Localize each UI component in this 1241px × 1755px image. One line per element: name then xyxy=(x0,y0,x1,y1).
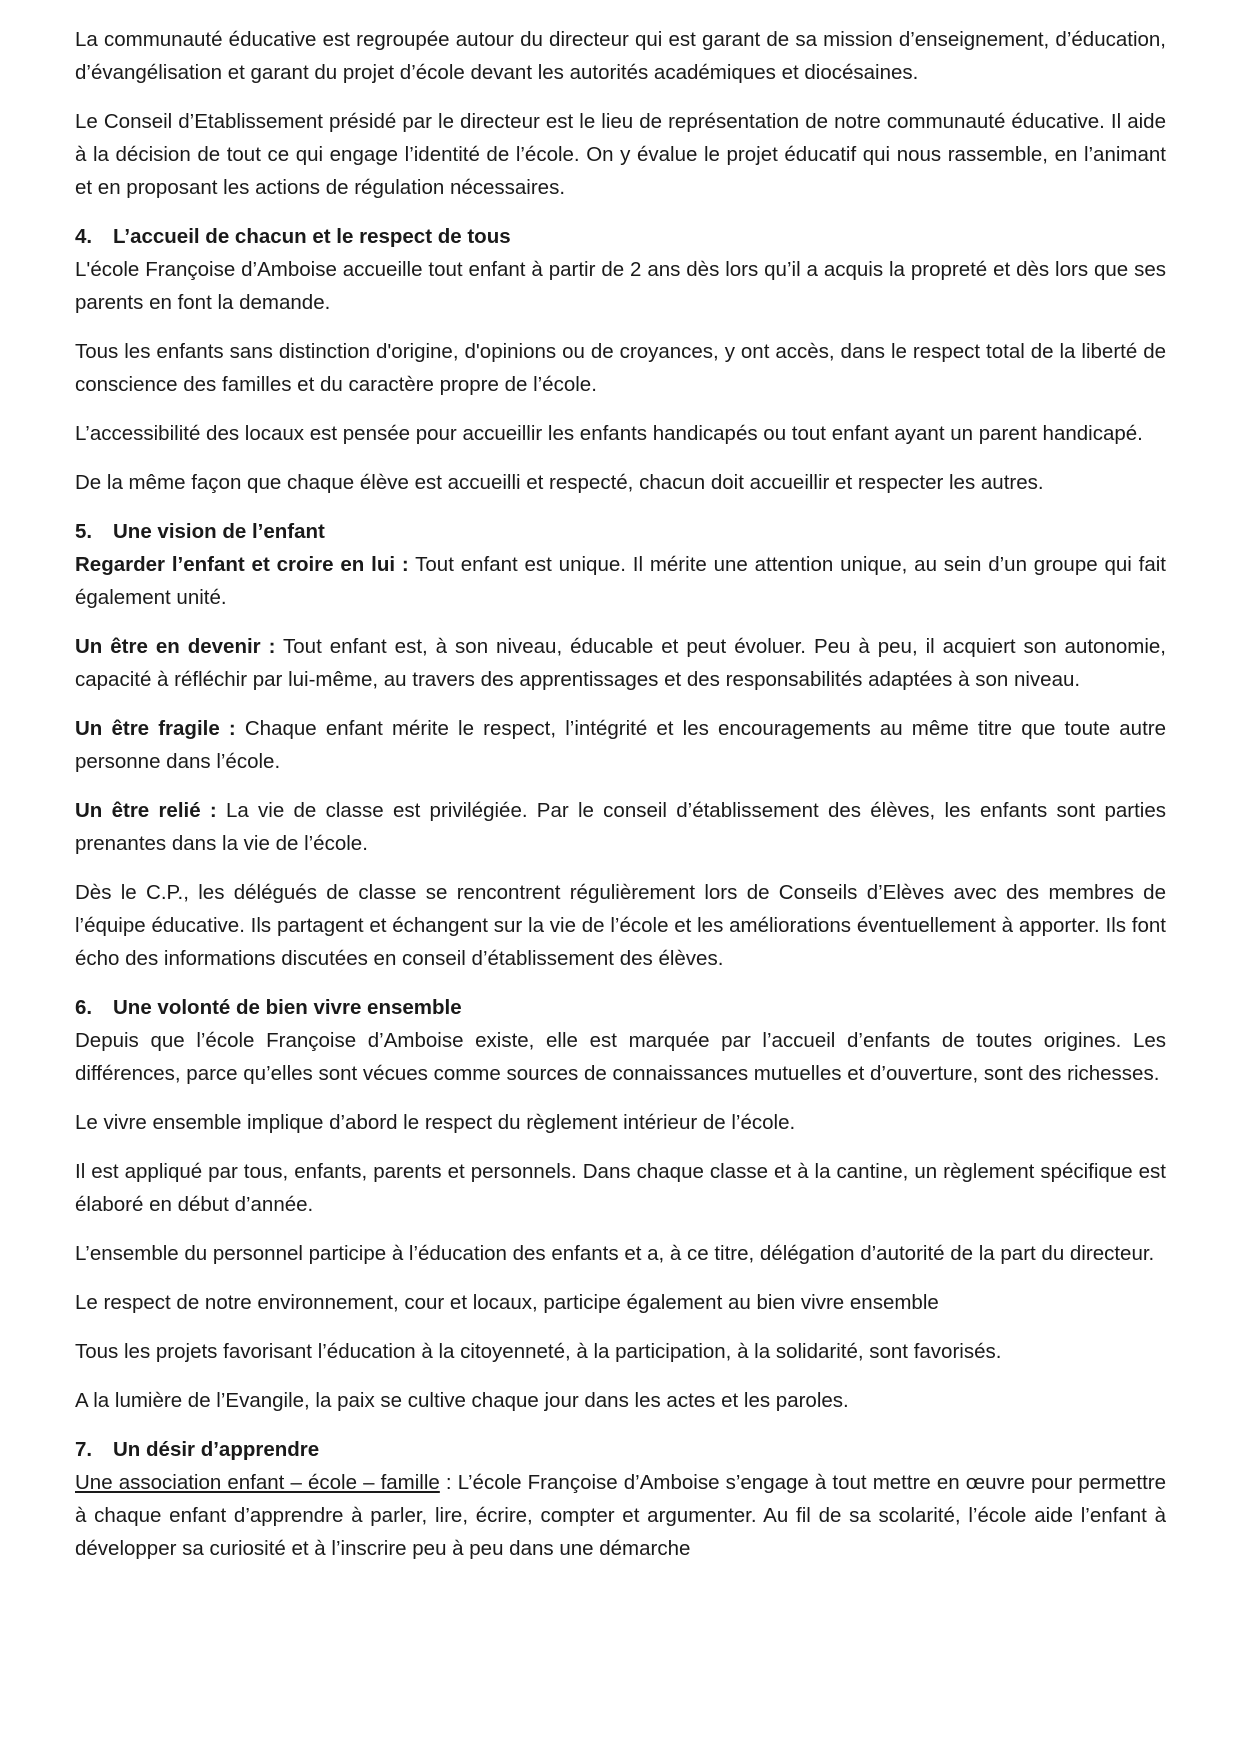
section-title: Une volonté de bien vivre ensemble xyxy=(113,996,462,1019)
paragraph: Le Conseil d’Etablissement présidé par le directeur est le lieu de représentation de notre communauté éducative. Il aide à la décision de tout ce qui engage l’identité de l’école. On y évalue le projet éducatif qui nous rassemble, en l’animant et en proposant les actions de régulation nécessaires. xyxy=(75,110,1166,199)
vision-item-label: Regarder l’enfant et croire en lui : xyxy=(75,553,409,576)
vision-item-text: La vie de classe est privilégiée. Par le conseil d’établissement des élèves, les enfants sont parties prenantes dans la vie de l’école. xyxy=(75,799,1166,855)
paragraph: Tous les enfants sans distinction d'origine, d'opinions ou de croyances, y ont accès, dans le respect total de la liberté de conscience des familles et du caractère propre de l’école. xyxy=(75,340,1166,396)
section-number: 6. xyxy=(75,996,93,1019)
paragraph xyxy=(75,1466,1166,1565)
document-page xyxy=(75,23,1166,1565)
section-heading-7 xyxy=(75,1433,1166,1466)
paragraph: L’accessibilité des locaux est pensée pour accueillir les enfants handicapés ou tout enfant ayant un parent handicapé. xyxy=(75,422,1143,445)
vision-item-label: Un être relié : xyxy=(75,799,217,822)
vision-item xyxy=(75,712,1166,778)
section-number: 4. xyxy=(75,225,93,248)
paragraph: De la même façon que chaque élève est accueilli et respecté, chacun doit accueillir et respecter les autres. xyxy=(75,471,1044,494)
underlined-label: Une association enfant – école – famille xyxy=(75,1471,440,1494)
vision-item xyxy=(75,548,1166,614)
section-heading-5 xyxy=(75,515,1166,548)
section-title: Une vision de l’enfant xyxy=(113,520,325,543)
paragraph: Tous les projets favorisant l’éducation à la citoyenneté, à la participation, à la solidarité, sont favorisés. xyxy=(75,1340,1002,1363)
paragraph: Dès le C.P., les délégués de classe se rencontrent régulièrement lors de Conseils d’Elèves avec des membres de l’équipe éducative. Ils partagent et échangent sur la vie de l’école et les améliorations éventuellement à apporter. Ils font écho des informations discutées en conseil d’établissement des élèves. xyxy=(75,881,1166,970)
paragraph: Il est appliqué par tous, enfants, parents et personnels. Dans chaque classe et à la cantine, un règlement spécifique est élaboré en début d’année. xyxy=(75,1160,1166,1216)
vision-item-text: Tout enfant est, à son niveau, éducable et peut évoluer. Peu à peu, il acquiert son autonomie, capacité à réfléchir par lui-même, au travers des apprentissages et des responsabilités adaptées à son niveau. xyxy=(75,635,1166,691)
section-number: 5. xyxy=(75,520,93,543)
vision-item-text: Chaque enfant mérite le respect, l’intégrité et les encouragements au même titre que toute autre personne dans l’école. xyxy=(75,717,1167,773)
vision-item-label: Un être en devenir : xyxy=(75,635,276,658)
paragraph: L’ensemble du personnel participe à l’éducation des enfants et a, à ce titre, délégation d’autorité de la part du directeur. xyxy=(75,1242,1155,1265)
paragraph: L'école Françoise d’Amboise accueille tout enfant à partir de 2 ans dès lors qu’il a acquis la propreté et dès lors que ses parents en font la demande. xyxy=(75,258,1166,314)
section-title: L’accueil de chacun et le respect de tous xyxy=(113,225,511,248)
section-heading-6 xyxy=(75,991,1166,1024)
section-title: Un désir d’apprendre xyxy=(113,1438,320,1461)
vision-item-text: Tout enfant est unique. Il mérite une attention unique, au sein d’un groupe qui fait également unité. xyxy=(75,553,1166,609)
vision-item-label: Un être fragile : xyxy=(75,717,236,740)
paragraph: Le respect de notre environnement, cour et locaux, participe également au bien vivre ensemble xyxy=(75,1291,939,1314)
paragraph: A la lumière de l’Evangile, la paix se cultive chaque jour dans les actes et les paroles. xyxy=(75,1389,849,1412)
paragraph: Le vivre ensemble implique d’abord le respect du règlement intérieur de l’école. xyxy=(75,1111,796,1134)
vision-item xyxy=(75,794,1166,860)
section-number: 7. xyxy=(75,1438,93,1461)
paragraph-text: : L’école Françoise d’Amboise s’engage à tout mettre en œuvre pour permettre à chaque enfant d’apprendre à parler, lire, écrire, compter et argumenter. Au fil de sa scolarité, l’école aide l’enfant à développer sa curiosité et à l’inscrire peu à peu dans une démarche xyxy=(75,1471,1166,1560)
paragraph: La communauté éducative est regroupée autour du directeur qui est garant de sa mission d’enseignement, d’éducation, d’évangélisation et garant du projet d’école devant les autorités académiques et diocésaines. xyxy=(75,28,1166,84)
section-heading-4 xyxy=(75,220,1166,253)
vision-item xyxy=(75,630,1166,696)
paragraph: Depuis que l’école Françoise d’Amboise existe, elle est marquée par l’accueil d’enfants de toutes origines. Les différences, parce qu’elles sont vécues comme sources de connaissances mutuelles et d’ouverture, sont des richesses. xyxy=(75,1029,1166,1085)
